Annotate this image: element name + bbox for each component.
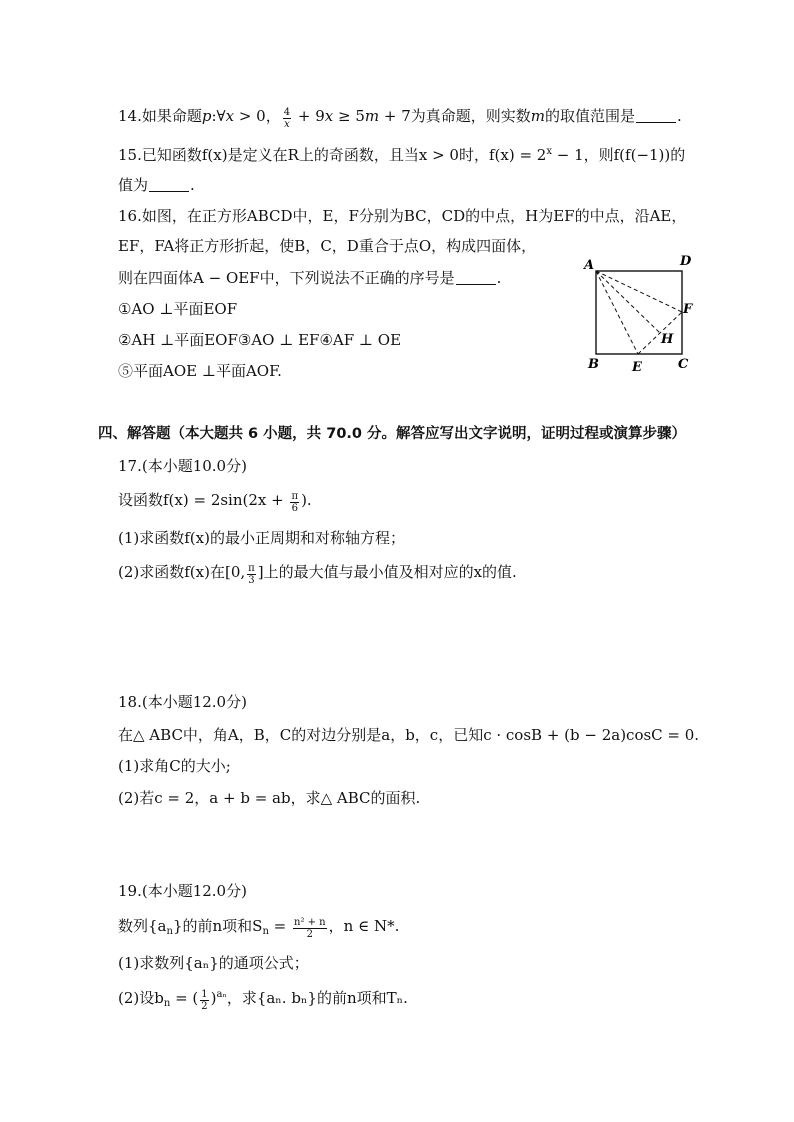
- q16-option-text: ⑤平面AOE ⊥平面AOF.: [118, 362, 282, 380]
- q14-frac-den-text: x: [284, 119, 290, 130]
- answer-blank: [456, 270, 496, 285]
- q14-number: 14.: [118, 107, 142, 125]
- label-h: H: [661, 332, 674, 347]
- q18-header: 18.(本小题12.0分): [118, 693, 247, 711]
- q16-text: EF，FA将正方形折起，使B，C，D重合于点O，构成四面体，: [118, 237, 537, 255]
- q19-text: 数列{a: [118, 917, 167, 935]
- question-16-line-2: [118, 236, 536, 256]
- q19-part-2: [118, 988, 408, 1012]
- section-4-title: 四、解答题（本大题共 6 小题，共 70.0 分。解答应写出文字说明，证明过程或演算步骤）: [98, 426, 687, 442]
- segment-ah: [596, 271, 660, 333]
- q19-p2-frac-den: 2: [201, 1001, 208, 1012]
- answer-blank: [149, 177, 189, 192]
- q19-stem: [118, 916, 399, 940]
- q14-frac-den: [283, 119, 291, 130]
- label-d: D: [680, 254, 692, 269]
- q15-number: 15.: [118, 146, 142, 164]
- q17-text: 设函数f(x) = 2sin(2x +: [118, 491, 289, 509]
- q17-text: ]上的最大值与最小值及相对应的x的值.: [257, 563, 517, 581]
- q17-p2-fraction: [247, 563, 256, 586]
- q18-part-1: (1)求角C的大小;: [118, 757, 231, 775]
- q14-text: 如果命题: [141, 107, 202, 125]
- q17-text: (2)求函数f(x)在[0,: [118, 563, 246, 581]
- label-a: A: [584, 258, 595, 273]
- q14-text: ≥ 5: [333, 107, 365, 125]
- q14-math: p: [201, 107, 212, 125]
- q14-math: m: [364, 107, 380, 125]
- q19-p2-fraction: [200, 989, 208, 1012]
- q17-p2-frac-num: π: [248, 563, 255, 574]
- q19-fraction: [293, 917, 327, 940]
- q19-p2-frac-num: 1: [201, 989, 208, 1000]
- q19-frac-den: 2: [306, 929, 313, 940]
- q17-stem: [118, 490, 312, 514]
- q14-math: x: [324, 107, 334, 125]
- q17-p2-frac-den: 3: [248, 575, 255, 586]
- label-e: E: [632, 360, 642, 375]
- q15-text: 已知函数f(x)是定义在R上的奇函数，且当x > 0时，f(x) = 2: [141, 146, 547, 164]
- q19-text: ): [210, 989, 217, 1007]
- q15-text: − 1，则f(f(−1))的: [551, 146, 686, 164]
- q16-number: 16.: [118, 207, 142, 225]
- q16-text: 则在四面体A − OEF中，下列说法不正确的序号是: [118, 269, 455, 287]
- q17-fraction: [290, 491, 299, 514]
- q18-stem: 在△ ABC中，角A，B，C的对边分别是a，b，c，已知c · cosB + (b − 2a)cosC = 0.: [118, 726, 700, 744]
- q19-sub: n: [166, 926, 173, 937]
- q14-text: + 9: [293, 107, 325, 125]
- q14-text: 的取值范围是: [545, 107, 636, 125]
- q14-text: > 0，: [234, 107, 281, 125]
- q16-option-2: [118, 330, 401, 350]
- q19-text: }的前n项和S: [172, 917, 263, 935]
- question-16-line-1: [118, 206, 686, 226]
- q16-option-1: [118, 299, 237, 319]
- q17-frac-num: π: [291, 491, 299, 502]
- q17-part-1: (1)求函数f(x)的最小正周期和对称轴方程；: [118, 529, 405, 547]
- q16-option-3: [118, 361, 282, 381]
- q17-header: 17.(本小题10.0分): [118, 457, 247, 475]
- question-15-line-2: [118, 175, 195, 195]
- q14-end: .: [677, 107, 682, 125]
- q14-math: m: [530, 107, 545, 125]
- q16-option-text: ①AO ⊥平面EOF: [118, 300, 238, 318]
- q14-text: :∀: [211, 107, 226, 125]
- q15-end: .: [190, 176, 195, 194]
- answer-blank: [636, 108, 676, 123]
- q19-text: ，求{aₙ. bₙ}的前n项和Tₙ.: [226, 989, 408, 1007]
- segment-af: [596, 271, 682, 312]
- q14-math: x: [225, 107, 235, 125]
- label-f: F: [683, 302, 693, 317]
- q19-sub: n: [163, 998, 171, 1009]
- label-c: C: [678, 357, 689, 372]
- q14-fraction: [283, 107, 291, 130]
- question-15-line-1: [118, 145, 685, 165]
- q14-frac-num: 4: [283, 107, 291, 118]
- q15-text: 值为: [118, 176, 149, 194]
- question-14: [118, 106, 682, 130]
- q15-sup: x: [546, 146, 552, 157]
- q19-sub: n: [262, 926, 269, 937]
- q16-option-text: ②AH ⊥平面EOF③AO ⊥ EF④AF ⊥ OE: [118, 331, 402, 349]
- q19-sup: aₙ: [216, 989, 227, 1000]
- q14-text: + 7为真命题，则实数: [379, 107, 531, 125]
- q19-header: 19.(本小题12.0分): [118, 882, 247, 900]
- segment-ae: [596, 271, 638, 354]
- q19-frac-num: n² + n: [294, 917, 326, 928]
- q16-end: .: [496, 269, 502, 287]
- q19-text: (2)设b: [118, 989, 164, 1007]
- q19-text: = (: [170, 989, 199, 1007]
- q17-part-2: [118, 562, 517, 586]
- label-b: B: [588, 357, 599, 372]
- q19-part-1: (1)求数列{aₙ}的通项公式；: [118, 954, 309, 972]
- q17-text: ).: [301, 491, 312, 509]
- q19-text: =: [268, 917, 291, 935]
- q18-part-2: (2)若c = 2，a + b = ab，求△ ABC的面积.: [118, 789, 421, 807]
- q19-text: ，n ∈ N*.: [328, 917, 400, 935]
- square-figure: [578, 250, 698, 380]
- q16-text: 如图，在正方形ABCD中，E，F分别为BC，CD的中点，H为EF的中点，沿AE，: [141, 207, 687, 225]
- q17-frac-den: 6: [291, 503, 298, 514]
- question-16-line-3: [118, 268, 501, 288]
